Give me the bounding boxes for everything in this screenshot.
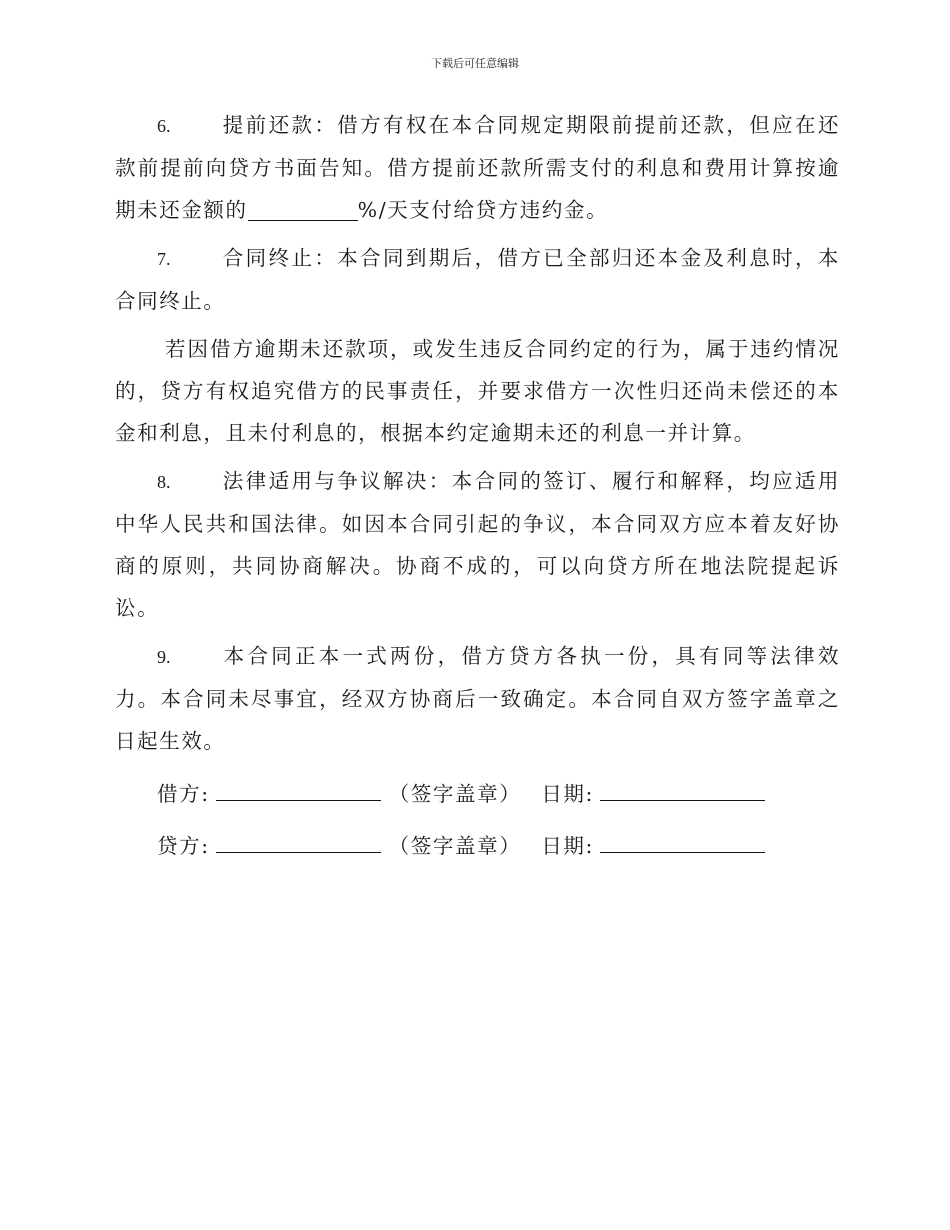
paragraph-text: 若因借方逾期未还款项，或发生违反合同约定的行为，属于违约情况的，贷方有权追究借方的民事责任，并要求借方一次性归还尚未偿还的本金和利息，且未付利息的，根据本约定逾期未还的利息一并计算。 — [115, 337, 840, 445]
clause-number: 7. — [157, 249, 171, 269]
clause-6 — [115, 104, 840, 231]
borrower-date-blank[interactable] — [600, 780, 765, 801]
date-label: 日期: — [541, 782, 595, 806]
page-header: 下载后可任意编辑 — [431, 57, 519, 70]
clause-8 — [115, 460, 840, 629]
date-label: 日期: — [541, 834, 595, 858]
lender-signature-blank[interactable] — [216, 832, 381, 853]
seal-label: （签字盖章） — [388, 782, 522, 806]
contract-body — [115, 104, 840, 872]
clause-text: 合同终止：本合同到期后，借方已全部归还本金及利息时，本合同终止。 — [115, 246, 840, 313]
clause-9 — [115, 635, 840, 762]
clause-text: 本合同正本一式两份，借方贷方各执一份，具有同等法律效力。本合同未尽事宜，经双方协商后一致确定。本合同自双方签字盖章之日起生效。 — [115, 644, 840, 753]
penalty-rate-blank[interactable] — [248, 198, 358, 221]
party-label: 借方: — [157, 782, 210, 806]
clause-number: 8. — [157, 472, 171, 492]
clause-text: 提前还款：借方有权在本合同规定期限前提前还款，但应在还款前提前向贷方书面告知。借方提前还款所需支付的利息和费用计算按逾期未还金额的 — [115, 113, 840, 222]
lender-date-blank[interactable] — [600, 832, 765, 853]
clause-text: 法律适用与争议解决：本合同的签订、履行和解释，均应适用中华人民共和国法律。如因本合同引起的争议，本合同双方应本着友好协商的原则，共同协商解决。协商不成的，可以向贷方所在地法院提起诉讼。 — [115, 469, 840, 620]
breach-paragraph — [115, 328, 840, 454]
borrower-signature-blank[interactable] — [216, 780, 381, 801]
lender-signature-row — [115, 820, 840, 872]
clause-number: 6. — [157, 116, 171, 136]
seal-label: （签字盖章） — [388, 834, 522, 858]
clause-number: 9. — [157, 647, 171, 667]
borrower-signature-row — [115, 768, 840, 820]
party-label: 贷方: — [157, 834, 210, 858]
clause-text-tail: %/天支付给贷方违约金。 — [357, 198, 609, 222]
clause-7 — [115, 237, 840, 322]
